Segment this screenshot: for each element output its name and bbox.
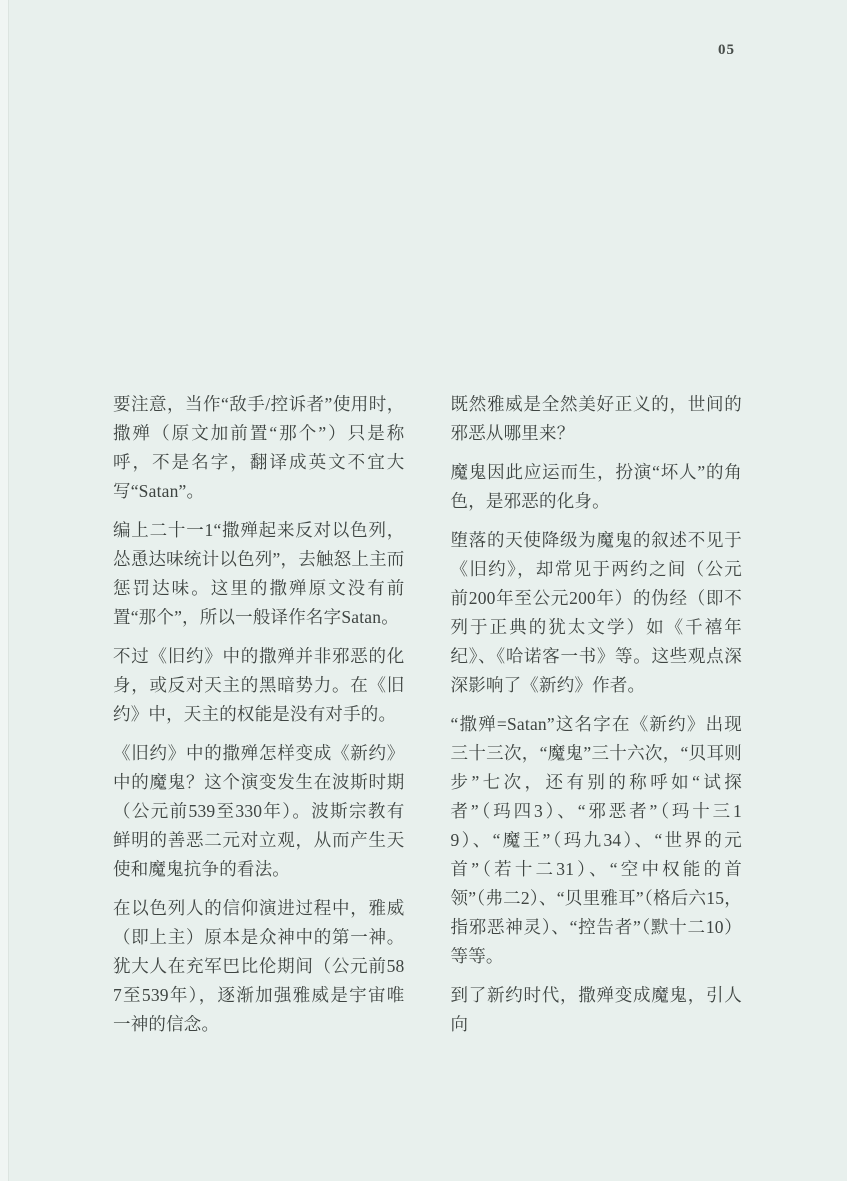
right-column (451, 390, 743, 1039)
paragraph: 要注意，当作“敌手/控诉者”使用时，撒殚（原文加前置“那个”）只是称呼，不是名字，翻译成英文不宜大写“Satan”。 (113, 394, 405, 501)
page-content (113, 390, 742, 1039)
left-column (113, 390, 405, 1039)
paragraph: 《旧约》中的撒殚怎样变成《新约》中的魔鬼？这个演变发生在波斯时期（公元前539至330年）。波斯宗教有鲜明的善恶二元对立观，从而产生天使和魔鬼抗争的看法。 (113, 743, 405, 879)
page-edge-shadow (0, 0, 9, 1181)
paragraph: 不过《旧约》中的撒殚并非邪恶的化身，或反对天主的黑暗势力。在《旧约》中，天主的权能是没有对手的。 (113, 646, 405, 724)
paragraph: 既然雅威是全然美好正义的，世间的邪恶从哪里来？ (450, 394, 742, 443)
paragraph: 到了新约时代，撒殚变成魔鬼，引人向 (450, 985, 742, 1034)
paragraph: 在以色列人的信仰演进过程中，雅威（即上主）原本是众神中的第一神。犹大人在充军巴比伦期间（公元前587至539年），逐渐加强雅威是宇宙唯一神的信念。 (113, 898, 405, 1034)
page-number: 05 (718, 42, 735, 58)
paragraph: 堕落的天使降级为魔鬼的叙述不见于《旧约》，却常见于两约之间（公元前200年至公元200年）的伪经（即不列于正典的犹太文学）如《千禧年纪》、《哈诺客一书》等。这些观点深深影响了《新约》作者。 (450, 530, 742, 695)
paragraph: “撒殚=Satan”这名字在《新约》出现三十三次，“魔鬼”三十六次，“贝耳则步”七次，还有别的称呼如“试探者”（玛四3）、“邪恶者”（玛十三19）、“魔王”（玛九34）、“世界的元首”（若十二31）、“空中权能的首领”（弗二2）、“贝里雅耳”（格后六15，指邪恶神灵）、“控告者”（默十二10）等等。 (450, 714, 742, 966)
paragraph: 编上二十一1“撒殚起来反对以色列，怂恿达味统计以色列”，去触怒上主而惩罚达味。这里的撒殚原文没有前置“那个”，所以一般译作名字Satan。 (113, 520, 405, 627)
paragraph: 魔鬼因此应运而生，扮演“坏人”的角色，是邪恶的化身。 (450, 462, 742, 511)
